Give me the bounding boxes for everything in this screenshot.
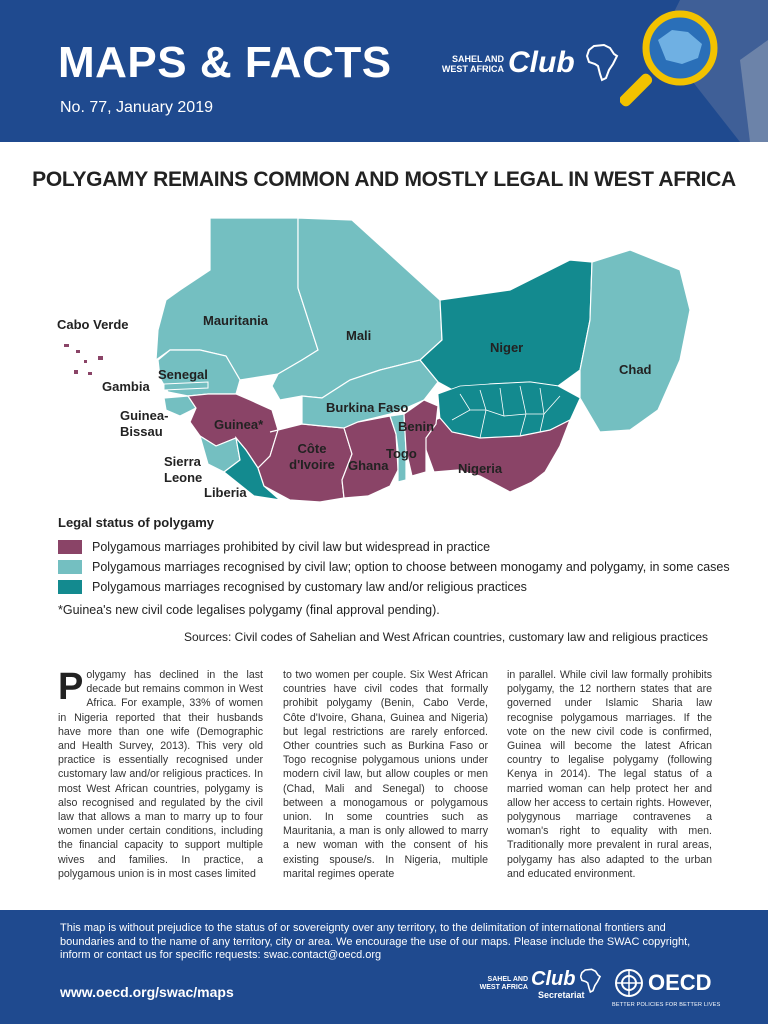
- issue-number: No. 77, January 2019: [60, 99, 213, 116]
- drop-cap: P: [58, 666, 84, 708]
- west-africa-map: [40, 210, 740, 515]
- publication-title: MAPS & FACTS: [58, 38, 392, 87]
- footer-banner: [0, 910, 768, 1024]
- oecd-logo: [612, 968, 722, 1012]
- body-text: in parallel. While civil law formally prohibits polygamy, the 12 northern states that are governed under Islamic Sharia law recognise polygamous marriages. If the vote on the new civil code is confirmed, Guinea will become the latest African country to legalise polygamy (following Kenya in 2014). The legal status of a married woman can help protect her and allow her access to certain rights. However, polygynous marriage contravenes a woman's right to equality with men. Traditionally more prevalent in rural areas, polygamy has also adapted to the urban and educated environment.: [507, 669, 712, 880]
- map-label-sierra-leone: Sierra Leone: [164, 454, 203, 485]
- map-label-mali: Mali: [346, 328, 372, 343]
- map-country-gambia: [164, 382, 208, 390]
- footer-club-secretariat: Secretariat: [538, 990, 585, 1000]
- body-text: olygamy has declined in the last decade but remains common in West Africa. For example, 33% of women in Nigeria reported that their husbands have more than one wife (Demographic and Health Survey, 2013). This very old practice is essentially recognised under customary law and/or religious practices. In most West African countries, polygamy is also recognised and regulated by the civil law that allows a man to marry up to four women under certain conditions, including the financial capacity to support multiple wives and families. In practice, a polygamous union is in most cases limited: [58, 669, 263, 880]
- body-text: to two women per couple. Six West African countries have civil codes that formally prohibit polygamy (Benin, Cabo Verde, Côte d'Ivoire, Ghana, Guinea and Nigeria) but legal restrictions are rarely enforced. Other countries such as Burkina Faso or Togo recognise polygamous unions under modern civil law, but allow couples or men (Chad, Mali and Senegal) to choose between a monogamous or polygamous union. In some countries such as Mauritania, a man is only allowed to marry a new woman with the consent of his existing spouse/s. In Nigeria, multiple marital regimes operate: [283, 669, 488, 880]
- map-label-cote-divoire: Côte d'Ivoire: [289, 441, 335, 472]
- map-label-chad: Chad: [619, 362, 652, 377]
- oecd-emblem-icon: [614, 968, 644, 998]
- body-column-2: [283, 668, 488, 881]
- legend-label: Polygamous marriages prohibited by civil law but widespread in practice: [92, 540, 491, 554]
- map-label-guinea: Guinea*: [214, 417, 264, 432]
- footer-club-small-text: SAHEL AND WEST AFRICA: [479, 976, 528, 991]
- map-country-chad: [580, 250, 690, 432]
- map-label-togo: Togo: [386, 446, 417, 461]
- body-column-3: [507, 668, 712, 881]
- club-logo-small-text: SAHEL AND WEST AFRICA: [441, 54, 504, 74]
- map-label-cabo-verde: Cabo Verde: [57, 317, 129, 332]
- map-label-niger: Niger: [490, 340, 524, 355]
- legend-item-prohibited: [58, 538, 490, 556]
- legend-title: Legal status of polygamy: [58, 515, 215, 530]
- map-label-senegal: Senegal: [158, 367, 208, 382]
- header-banner: [0, 0, 768, 142]
- oecd-tagline: BETTER POLICIES FOR BETTER LIVES: [612, 1002, 721, 1008]
- map-label-burkina-faso: Burkina Faso: [326, 400, 409, 415]
- main-title: POLYGAMY REMAINS COMMON AND MOSTLY LEGAL IN WEST AFRICA: [32, 168, 736, 191]
- map-label-ghana: Ghana: [348, 458, 389, 473]
- guinea-footnote: *Guinea's new civil code legalises polygamy (final approval pending).: [58, 603, 440, 617]
- body-column-1: [58, 668, 263, 881]
- magnifier-icon: [620, 0, 768, 142]
- footer-club-logo: [476, 968, 606, 1008]
- map-label-benin: Benin: [398, 419, 435, 434]
- legend-item-customary: [58, 578, 527, 596]
- legend-label: Polygamous marriages recognised by civil law; option to choose between monogamy and polygamy, in some cases: [92, 560, 730, 574]
- map-label-guinea-bissau: Guinea-Bissau: [120, 408, 169, 439]
- map-label-liberia: Liberia: [204, 485, 247, 500]
- map-country-cabo-verde: [64, 344, 103, 375]
- map-label-nigeria: Nigeria: [458, 461, 503, 476]
- footer-url-link[interactable]: www.oecd.org/swac/maps: [60, 984, 234, 1000]
- footer-club-word: Club: [531, 968, 576, 990]
- legend-swatch: [58, 540, 82, 554]
- legend-label: Polygamous marriages recognised by customary law and/or religious practices: [92, 580, 527, 594]
- map-country-niger: [420, 260, 592, 394]
- club-logo-word: Club: [508, 46, 575, 79]
- map-label-gambia: Gambia: [102, 379, 150, 394]
- legend-swatch: [58, 560, 82, 574]
- oecd-wordmark: OECD: [648, 970, 712, 995]
- africa-icon: [580, 968, 602, 994]
- map-label-mauritania: Mauritania: [203, 313, 269, 328]
- legend-swatch: [58, 580, 82, 594]
- sources-line: Sources: Civil codes of Sahelian and West African countries, customary law and religious practices: [183, 630, 708, 644]
- legend-item-civil: [58, 558, 730, 576]
- footer-disclaimer: This map is without prejudice to the status of or sovereignty over any territory, to the delimitation of international frontiers and boundaries and to the name of any territory, city or area. We encourage the use of our maps. Please include the SWAC copyright, inform or contact us for specific requests: swac.contact@oecd.org: [60, 922, 691, 961]
- africa-icon: [586, 44, 620, 82]
